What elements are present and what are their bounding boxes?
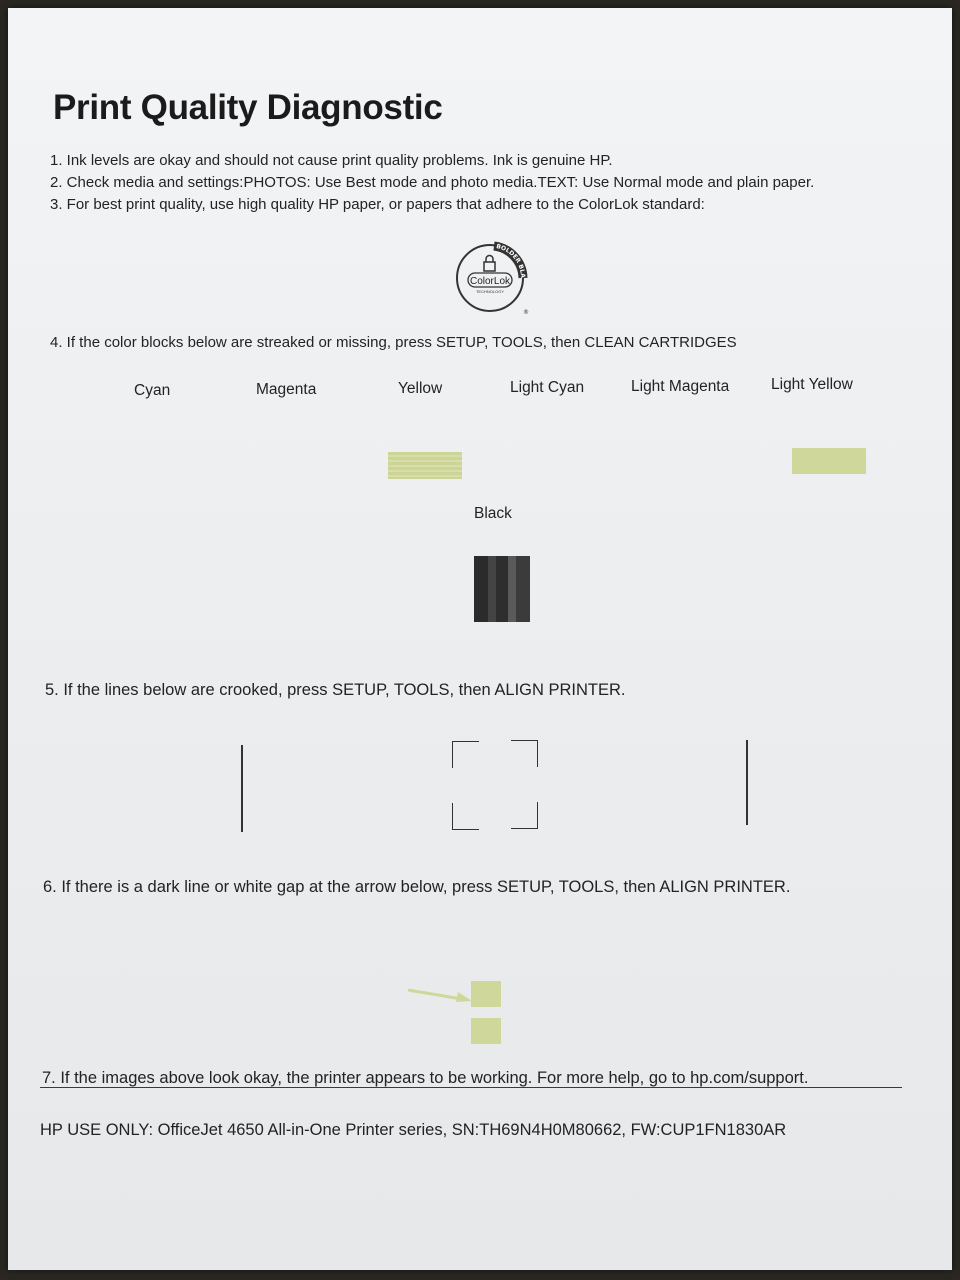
gap-swatch-top <box>471 981 501 1007</box>
alignment-line-left <box>241 745 243 832</box>
logo-arc-text: BOLDER BLA <box>495 243 527 279</box>
color-label-light-magenta: Light Magenta <box>631 378 730 395</box>
item-2-text: 2. Check media and settings:PHOTOS: Use Best mode and photo media.TEXT: Use Normal mode and plain paper. <box>50 174 815 191</box>
black-label: Black <box>474 505 512 522</box>
light-yellow-swatch <box>792 448 866 474</box>
color-label-magenta: Magenta <box>256 381 317 398</box>
diagnostic-page <box>8 8 952 1270</box>
color-label-cyan: Cyan <box>134 382 171 399</box>
item-5-text: 5. If the lines below are crooked, press SETUP, TOOLS, then ALIGN PRINTER. <box>45 681 626 699</box>
alignment-line-right <box>746 740 748 825</box>
item-7-text: 7. If the images above look okay, the printer appears to be working. For more help, go to hp.com/support. <box>42 1069 809 1087</box>
item-6-text: 6. If there is a dark line or white gap at the arrow below, press SETUP, TOOLS, then ALIGN PRINTER. <box>43 878 791 896</box>
gap-swatch-bottom <box>471 1018 501 1044</box>
alignment-corner-bottom-right <box>511 802 538 829</box>
alignment-corner-top-right <box>511 740 538 767</box>
page-title: Print Quality Diagnostic <box>53 88 443 127</box>
color-label-light-yellow: Light Yellow <box>771 376 853 393</box>
separator-rule <box>40 1087 902 1088</box>
black-swatch <box>474 556 530 622</box>
arrow-indicator <box>406 984 476 1004</box>
logo-sub: TECHNOLOGY <box>475 289 505 294</box>
yellow-swatch <box>388 452 462 479</box>
alignment-corner-bottom-left <box>452 803 479 830</box>
alignment-corner-top-left <box>452 741 479 768</box>
colorlok-logo <box>450 238 534 322</box>
footer-text: HP USE ONLY: OfficeJet 4650 All-in-One Printer series, SN:TH69N4H0M80662, FW:CUP1FN1830AR <box>40 1121 787 1139</box>
item-3-text: 3. For best print quality, use high quality HP paper, or papers that adhere to the ColorLok standard: <box>50 196 705 213</box>
logo-registered: ® <box>523 309 529 316</box>
color-label-light-cyan: Light Cyan <box>510 379 585 396</box>
item-4-text: 4. If the color blocks below are streaked or missing, press SETUP, TOOLS, then CLEAN CARTRIDGES <box>50 334 737 351</box>
logo-name: ColorLok <box>469 276 511 287</box>
color-label-yellow: Yellow <box>398 380 443 397</box>
item-1-text: 1. Ink levels are okay and should not cause print quality problems. Ink is genuine HP. <box>50 152 613 169</box>
